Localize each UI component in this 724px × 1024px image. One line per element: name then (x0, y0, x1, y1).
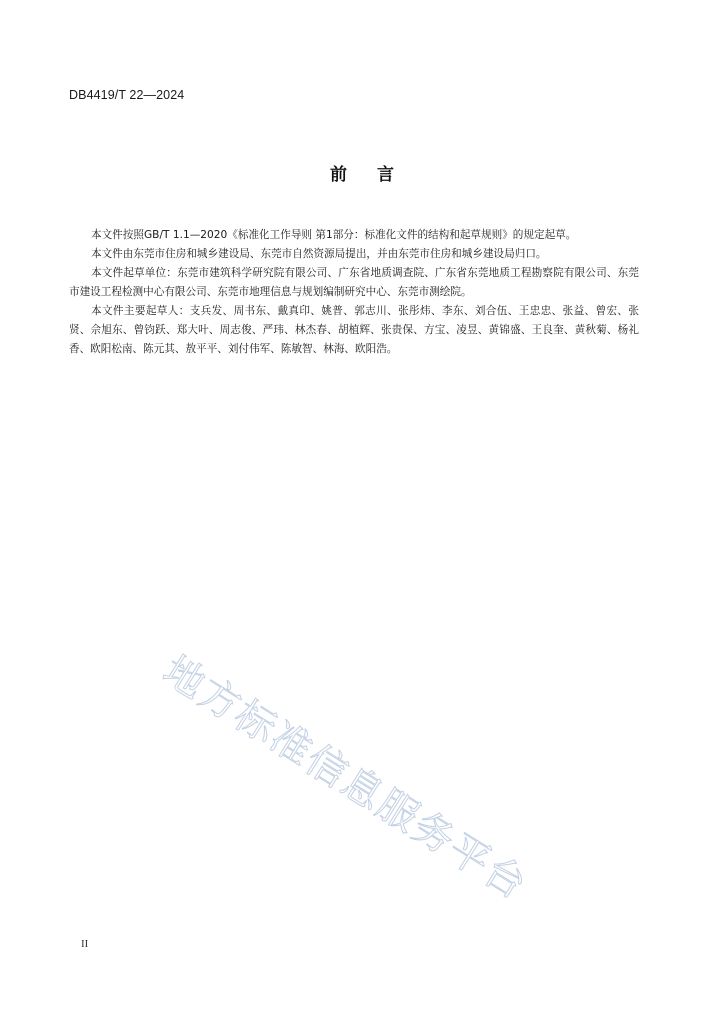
paragraph-drafting-units: 本文件起草单位：东莞市建筑科学研究院有限公司、广东省地质调查院、广东省东莞地质工程勘察院有限公司、东莞市建设工程检测中心有限公司、东莞市地理信息与规划编制研究中心、东莞市测绘院。 (69, 267, 639, 298)
paragraph-proposer: 本文件由东莞市住房和城乡建设局、东莞市自然资源局提出，并由东莞市住房和城乡建设局归口。 (91, 248, 547, 260)
document-code: DB4419/T 22—2024 (69, 88, 185, 102)
watermark: 地方标准信息服务平台 (154, 647, 536, 910)
title-char-1: 前 (330, 165, 347, 185)
foreword-body (69, 226, 639, 359)
page-title (0, 160, 724, 185)
page-number: II (81, 938, 89, 950)
paragraph-drafting-rules: 本文件按照GB/T 1.1—2020《标准化工作导则 第1部分：标准化文件的结构和起草规则》的规定起草。 (91, 229, 577, 241)
paragraph-drafters: 本文件主要起草人：支兵发、周书东、戴真印、姚普、郭志川、张彤炜、李东、刘合伍、王忠忠、张益、曾宏、张贤、佘旭东、曾钧跃、郑大叶、周志俊、严玮、林杰春、胡植辉、张贵保、方宝、凌昱、黄锦盛、王良奎、黄秋菊、杨礼香、欧阳松南、陈元其、敖平平、刘付伟军、陈敏智、林海、欧阳浩。 (69, 305, 639, 355)
title-char-2: 言 (377, 165, 394, 185)
